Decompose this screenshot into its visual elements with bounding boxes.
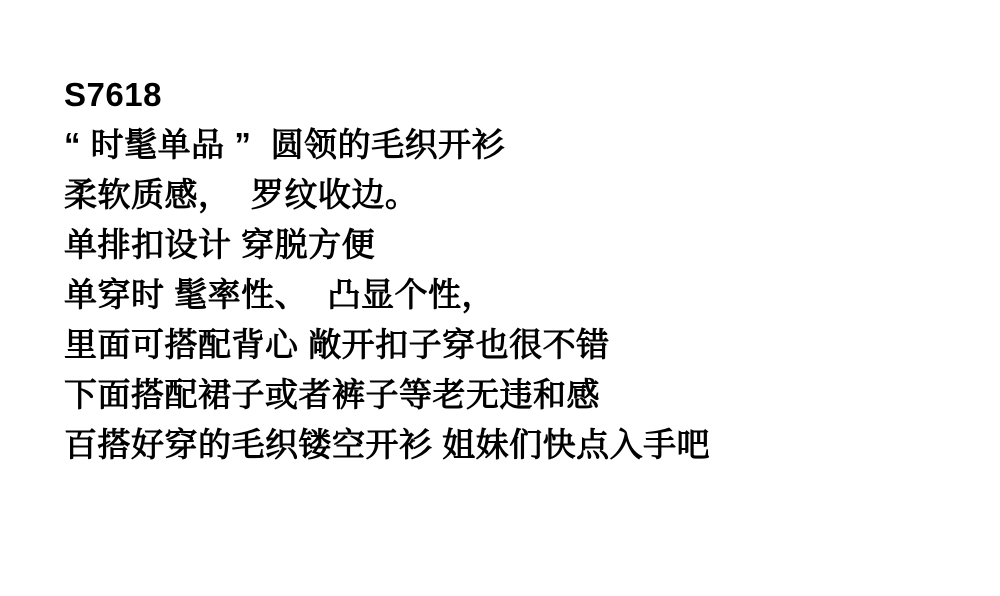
styling-solo-line: 单穿时 髦率性、 凸显个性， bbox=[64, 276, 496, 313]
styling-bottoms-line: 下面搭配裙子或者裤子等老无违和感 bbox=[64, 376, 600, 413]
closing-call-line: 百搭好穿的毛织镂空开衫 姐妹们快点入手吧 bbox=[64, 426, 711, 463]
styling-layering-line: 里面可搭配背心 敞开扣子穿也很不错 bbox=[64, 326, 610, 363]
texture-line: 柔软质感， 罗纹收边。 bbox=[64, 176, 419, 213]
product-code: S7618 bbox=[64, 76, 162, 113]
button-design-line: 单排扣设计 穿脱方便 bbox=[64, 226, 376, 263]
headline-line: “ 时髦单品 ” 圆领的毛织开衫 bbox=[64, 126, 506, 163]
product-description-text bbox=[64, 70, 964, 470]
